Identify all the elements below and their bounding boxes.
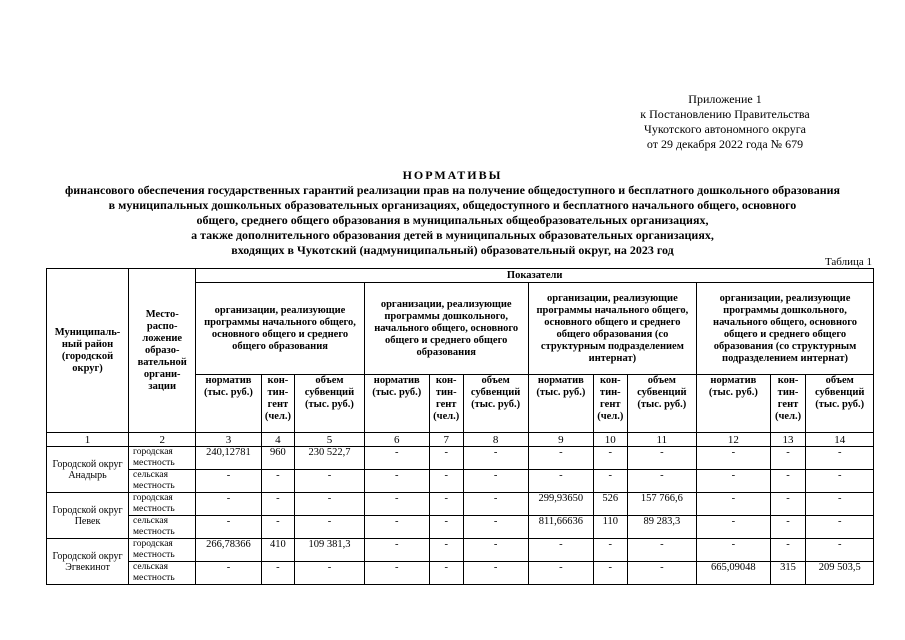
value-cell: -	[364, 470, 429, 493]
header-subsidy: объем субвенций (тыс. руб.)	[295, 375, 364, 433]
value-cell: -	[770, 470, 806, 493]
value-cell: -	[261, 562, 295, 585]
header-location: Место-распо-ложение образо-вательной органи-зации	[129, 269, 196, 433]
header-contingent: кон-тин-гент (чел.)	[261, 375, 295, 433]
location-cell: сельская местность	[129, 516, 196, 539]
value-cell: -	[806, 539, 874, 562]
title-line: в муниципальных дошкольных образовательных организациях, общедоступного и бесплатного начального общего, основного	[108, 198, 797, 212]
value-cell: 209 503,5	[806, 562, 874, 585]
value-cell: -	[627, 562, 696, 585]
value-cell: 109 381,3	[295, 539, 364, 562]
value-cell: -	[429, 516, 463, 539]
location-cell: городская местность	[129, 447, 196, 470]
document-title	[0, 168, 905, 258]
value-cell: -	[463, 493, 528, 516]
table-row	[47, 562, 874, 585]
header-indicators: Показатели	[196, 269, 874, 283]
appendix-line: от 29 декабря 2022 года № 679	[646, 137, 804, 151]
title-line: входящих в Чукотский (надмуниципальный) образовательный округ, на 2023 год	[231, 243, 674, 257]
location-cell: городская местность	[129, 539, 196, 562]
header-subsidy: объем субвенций (тыс. руб.)	[806, 375, 874, 433]
value-cell: -	[697, 539, 771, 562]
value-cell: -	[364, 562, 429, 585]
header-subsidy: объем субвенций (тыс. руб.)	[627, 375, 696, 433]
value-cell: -	[429, 470, 463, 493]
value-cell: -	[770, 447, 806, 470]
value-cell: 315	[770, 562, 806, 585]
appendix-line: Приложение 1	[688, 92, 762, 106]
title-line: общего, среднего общего образования в муниципальных общеобразовательных организациях,	[196, 213, 709, 227]
value-cell: -	[196, 562, 261, 585]
value-cell: -	[364, 539, 429, 562]
header-group: организации, реализующие программы начального общего, основного общего и среднего общего образования	[196, 283, 364, 375]
value-cell: -	[697, 470, 771, 493]
value-cell: -	[806, 447, 874, 470]
value-cell: 89 283,3	[627, 516, 696, 539]
value-cell: -	[593, 447, 627, 470]
header-norm: норматив (тыс. руб.)	[697, 375, 771, 433]
table-row	[47, 516, 874, 539]
value-cell: -	[261, 470, 295, 493]
title-line: финансового обеспечения государственных гарантий реализации прав на получение общедоступного и бесплатного дошкольного образования	[64, 183, 841, 197]
column-number: 3	[196, 433, 261, 447]
value-cell: 230 522,7	[295, 447, 364, 470]
value-cell: -	[697, 447, 771, 470]
value-cell: 960	[261, 447, 295, 470]
table-label: Таблица 1	[824, 256, 872, 268]
value-cell: -	[463, 470, 528, 493]
header-subsidy: объем субвенций (тыс. руб.)	[463, 375, 528, 433]
column-number: 13	[770, 433, 806, 447]
header-group: организации, реализующие программы дошкольного, начального общего, основного общего и среднего общего образования	[364, 283, 528, 375]
column-number: 12	[697, 433, 771, 447]
value-cell: 811,66636	[528, 516, 593, 539]
column-number: 1	[47, 433, 129, 447]
value-cell: 299,93650	[528, 493, 593, 516]
title-main: НОРМАТИВЫ	[402, 168, 503, 182]
table-row	[47, 493, 874, 516]
header-contingent: кон-тин-гент (чел.)	[593, 375, 627, 433]
value-cell: -	[806, 470, 874, 493]
value-cell: -	[429, 562, 463, 585]
municipality-cell: Городской округ Певек	[47, 493, 129, 539]
column-number: 9	[528, 433, 593, 447]
column-number: 5	[295, 433, 364, 447]
value-cell: -	[770, 539, 806, 562]
value-cell: -	[295, 562, 364, 585]
value-cell: -	[528, 539, 593, 562]
value-cell: -	[364, 493, 429, 516]
municipality-cell: Городской округ Анадырь	[47, 447, 129, 493]
value-cell: -	[697, 516, 771, 539]
value-cell: -	[364, 516, 429, 539]
table-row	[47, 447, 874, 470]
header-contingent: кон-тин-гент (чел.)	[429, 375, 463, 433]
value-cell: 157 766,6	[627, 493, 696, 516]
municipality-cell: Городской округ Эгвекинот	[47, 539, 129, 585]
header-group: организации, реализующие программы начального общего, основного общего и среднего общего образования (со структурным подразделением интернат)	[528, 283, 696, 375]
value-cell: -	[528, 562, 593, 585]
value-cell: -	[806, 516, 874, 539]
value-cell: 266,78366	[196, 539, 261, 562]
value-cell: -	[429, 493, 463, 516]
value-cell: -	[528, 447, 593, 470]
appendix-line: к Постановлению Правительства	[640, 107, 810, 121]
value-cell: -	[429, 447, 463, 470]
header-group: организации, реализующие программы дошкольного, начального общего, основного общего и среднего общего образования (со структурным подразделением интернат)	[697, 283, 874, 375]
header-norm: норматив (тыс. руб.)	[528, 375, 593, 433]
column-number: 6	[364, 433, 429, 447]
value-cell: -	[295, 516, 364, 539]
value-cell: -	[593, 539, 627, 562]
value-cell: -	[463, 539, 528, 562]
table-row	[47, 470, 874, 493]
value-cell: -	[806, 493, 874, 516]
value-cell: -	[261, 493, 295, 516]
value-cell: -	[196, 493, 261, 516]
value-cell: -	[463, 447, 528, 470]
header-contingent: кон-тин-гент (чел.)	[770, 375, 806, 433]
appendix-line: Чукотского автономного округа	[644, 122, 806, 136]
column-number: 14	[806, 433, 874, 447]
value-cell: 410	[261, 539, 295, 562]
column-number: 8	[463, 433, 528, 447]
column-number: 4	[261, 433, 295, 447]
header-norm: норматив (тыс. руб.)	[364, 375, 429, 433]
value-cell: -	[196, 516, 261, 539]
header-norm: норматив (тыс. руб.)	[196, 375, 261, 433]
value-cell: -	[528, 470, 593, 493]
value-cell: -	[627, 447, 696, 470]
value-cell: -	[463, 562, 528, 585]
value-cell: -	[364, 447, 429, 470]
value-cell: -	[295, 493, 364, 516]
table-row	[47, 539, 874, 562]
column-number-row	[47, 433, 874, 447]
value-cell: -	[627, 539, 696, 562]
title-line: а также дополнительного образования детей в муниципальных образовательных организациях,	[191, 228, 714, 242]
value-cell: -	[261, 516, 295, 539]
norms-table	[46, 268, 874, 585]
value-cell: -	[770, 516, 806, 539]
value-cell: 110	[593, 516, 627, 539]
location-cell: сельская местность	[129, 470, 196, 493]
value-cell: 526	[593, 493, 627, 516]
location-cell: сельская местность	[129, 562, 196, 585]
column-number: 10	[593, 433, 627, 447]
header-municipality: Муниципаль-ный район (городской округ)	[47, 269, 129, 433]
column-number: 2	[129, 433, 196, 447]
value-cell: -	[196, 470, 261, 493]
value-cell: -	[770, 493, 806, 516]
value-cell: -	[593, 562, 627, 585]
value-cell: -	[295, 470, 364, 493]
value-cell: -	[627, 470, 696, 493]
value-cell: -	[429, 539, 463, 562]
location-cell: городская местность	[129, 493, 196, 516]
column-number: 7	[429, 433, 463, 447]
value-cell: 240,12781	[196, 447, 261, 470]
appendix-block	[560, 92, 890, 152]
value-cell: 665,09048	[697, 562, 771, 585]
column-number: 11	[627, 433, 696, 447]
value-cell: -	[593, 470, 627, 493]
value-cell: -	[697, 493, 771, 516]
value-cell: -	[463, 516, 528, 539]
